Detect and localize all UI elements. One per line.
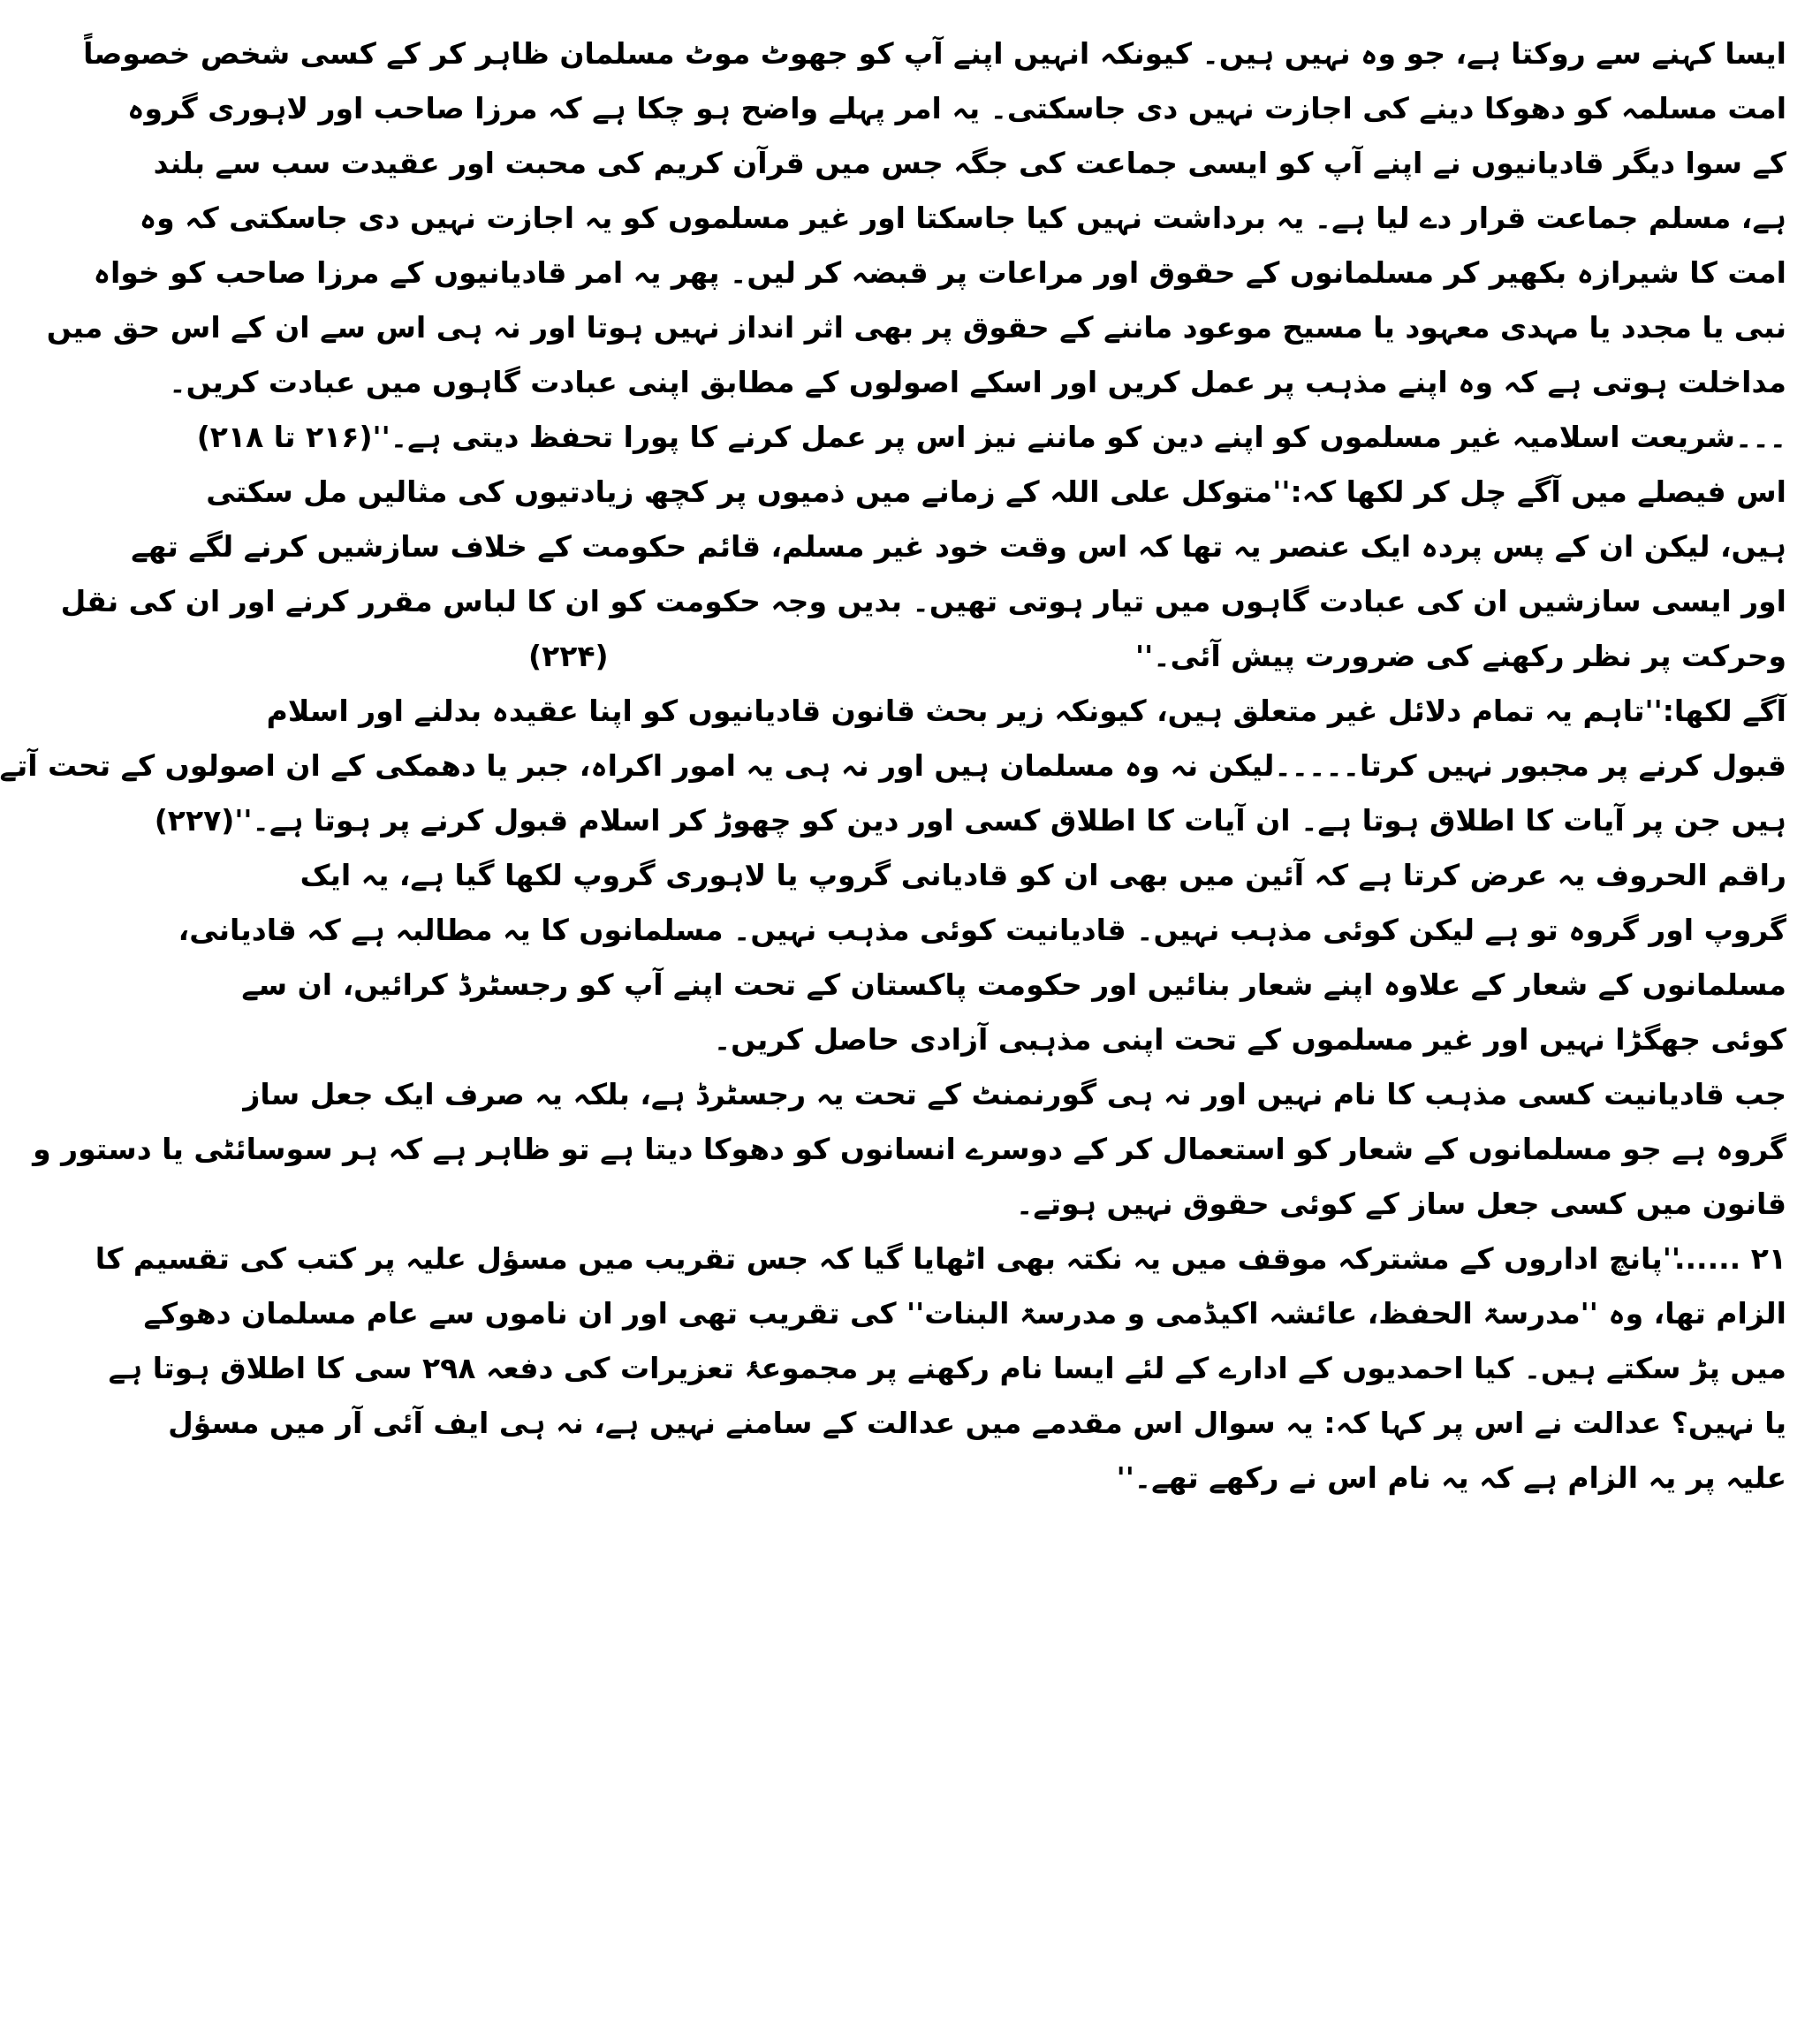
text-line-with-reference — [196, 410, 1786, 465]
text-line: کے سوا دیگر قادیانیوں نے اپنے آپ کو ایسی جماعت کی جگہ جس میں قرآن کریم کی محبت اور عقیدت سب سے بلند — [153, 146, 1786, 180]
text-line: راقم الحروف یہ عرض کرتا ہے کہ آئین میں بھی ان کو قادیانی گروپ یا لاہوری گروپ لکھا گیا ہے، یہ ایک — [300, 858, 1786, 892]
text-line: امت کا شیرازہ بکھیر کر مسلمانوں کے حقوق اور مراعات پر قبضہ کر لیں۔ پھر یہ امر قادیانیوں کے مرزا صاحب کو خواہ — [93, 255, 1786, 290]
text-line: ہیں، لیکن ان کے پس پردہ ایک عنصر یہ تھا کہ اس وقت خود غیر مسلم، قائم حکومت کے خلاف سازشیں کرنے لگے تھے — [131, 529, 1786, 564]
text-line: آگے لکھا:''تاہم یہ تمام دلائل غیر متعلق ہیں، کیونکہ زیر بحث قانون قادیانیوں کو اپنا عقیدہ بدلنے اور اسلام — [266, 694, 1786, 728]
paragraph — [178, 848, 1786, 1067]
paragraph — [46, 27, 1786, 465]
text-line-with-reference — [154, 793, 1786, 848]
text-line: اور ایسی سازشیں ان کی عبادت گاہوں میں تیار ہوتی تھیں۔ بدیں وجہ حکومت کو ان کا لباس مقرر کرنے اور ان کی نقل — [60, 584, 1786, 618]
text-line: ۔۔۔شریعت اسلامیہ غیر مسلموں کو اپنے دین کو ماننے نیز اس پر عمل کرنے کا پورا تحفظ دیتی ہے۔'' — [372, 420, 1786, 454]
text-line: جب قادیانیت کسی مذہب کا نام نہیں اور نہ ہی گورنمنٹ کے تحت یہ رجسٹرڈ ہے، بلکہ یہ صرف ایک جعل ساز — [243, 1077, 1786, 1111]
paragraph-number: ۲۱ ...... — [1673, 1241, 1786, 1276]
page-reference: (۲۲۷) — [154, 803, 235, 838]
text-line: کوئی جھگڑا نہیں اور غیر مسلموں کے تحت اپنی مذہبی آزادی حاصل کریں۔ — [713, 1022, 1786, 1057]
text-line: قانون میں کسی جعل ساز کے کوئی حقوق نہیں ہوتے۔ — [1015, 1187, 1786, 1221]
text-line: مسلمانوں کے شعار کے علاوہ اپنے شعار بنائیں اور حکومت پاکستان کے تحت اپنے آپ کو رجسٹرڈ کرائیں، ان سے — [241, 967, 1786, 1002]
text-line: یا نہیں؟ عدالت نے اس پر کہا کہ: یہ سوال اس مقدمے میں عدالت کے سامنے نہیں ہے، نہ ہی ایف آئی آر میں مسؤل — [168, 1406, 1786, 1440]
text-line: مداخلت ہوتی ہے کہ وہ اپنے مذہب پر عمل کریں اور اسکے اصولوں کے مطابق اپنی عبادت گاہوں میں عبادت کریں۔ — [169, 365, 1786, 399]
numbered-paragraph — [95, 1232, 1786, 1505]
text-line: الزام تھا، وہ ''مدرسۃ الحفظ، عائشہ اکیڈمی و مدرسۃ البنات'' کی تقریب تھی اور ان ناموں سے عام مسلمان دھوکے — [143, 1296, 1786, 1331]
text-line: نبی یا مجدد یا مہدی معہود یا مسیح موعود ماننے کے حقوق پر بھی اثر انداز نہیں ہوتا اور نہ ہی اس سے ان کے اس حق میں — [46, 310, 1786, 345]
text-line: گروہ ہے جو مسلمانوں کے شعار کو استعمال کر کے دوسرے انسانوں کو دھوکا دیتا ہے تو ظاہر ہے کہ ہر سوسائٹی یا دستور و — [33, 1132, 1786, 1166]
paragraph — [60, 465, 1786, 684]
text-line-with-reference — [528, 629, 1786, 684]
text-line: میں پڑ سکتے ہیں۔ کیا احمدیوں کے ادارے کے لئے ایسا نام رکھنے پر مجموعۂ تعزیرات کی دفعہ ۲۹۸ سی کا اطلاق ہوتا ہے — [108, 1351, 1786, 1385]
text-line: وحرکت پر نظر رکھنے کی ضرورت پیش آئی۔'' — [1135, 639, 1786, 673]
page-reference: (۲۲۴) — [528, 639, 609, 673]
text-line: ''پانچ اداروں کے مشترکہ موقف میں یہ نکتہ بھی اٹھایا گیا کہ جس تقریب میں مسؤل علیہ پر کتب کی تقسیم کا — [95, 1241, 1680, 1276]
text-line-numbered — [95, 1232, 1786, 1286]
text-line: ہے، مسلم جماعت قرار دے لیا ہے۔ یہ برداشت نہیں کیا جاسکتا اور غیر مسلموں کو یہ اجازت نہیں دی جاسکتی کہ وہ — [139, 201, 1786, 235]
text-line: ہیں جن پر آیات کا اطلاق ہوتا ہے۔ ان آیات کا اطلاق کسی اور دین کو چھوڑ کر اسلام قبول کرنے پر ہوتا ہے۔'' — [234, 803, 1786, 838]
text-line: اس فیصلے میں آگے چل کر لکھا کہ:''متوکل علی اللہ کے زمانے میں ذمیوں پر کچھ زیادتیوں کی مثالیں مل سکتی — [206, 474, 1786, 509]
text-line: گروپ اور گروہ تو ہے لیکن کوئی مذہب نہیں۔ قادیانیت کوئی مذہب نہیں۔ مسلمانوں کا یہ مطالبہ ہے کہ قادیانی، — [178, 913, 1786, 947]
paragraph — [33, 1067, 1786, 1232]
text-line: قبول کرنے پر مجبور نہیں کرتا۔۔۔۔۔لیکن نہ وہ مسلمان ہیں اور نہ ہی یہ امور اکراہ، جبر یا دھمکی کے ان اصولوں کے تحت آتے — [0, 748, 1786, 783]
text-line: ایسا کہنے سے روکتا ہے، جو وہ نہیں ہیں۔ کیونکہ انہیں اپنے آپ کو جھوٹ موٹ مسلمان ظاہر کر کے کسی شخص خصوصاً — [83, 36, 1786, 71]
paragraph — [0, 684, 1786, 848]
text-line: امت مسلمہ کو دھوکا دینے کی اجازت نہیں دی جاسکتی۔ یہ امر پہلے واضح ہو چکا ہے کہ مرزا صاحب اور لاہوری گروہ — [127, 91, 1786, 125]
text-line: علیہ پر یہ الزام ہے کہ یہ نام اس نے رکھے تھے۔'' — [1116, 1460, 1786, 1495]
page-reference: (۲۱۶ تا ۲۱۸) — [196, 420, 373, 454]
